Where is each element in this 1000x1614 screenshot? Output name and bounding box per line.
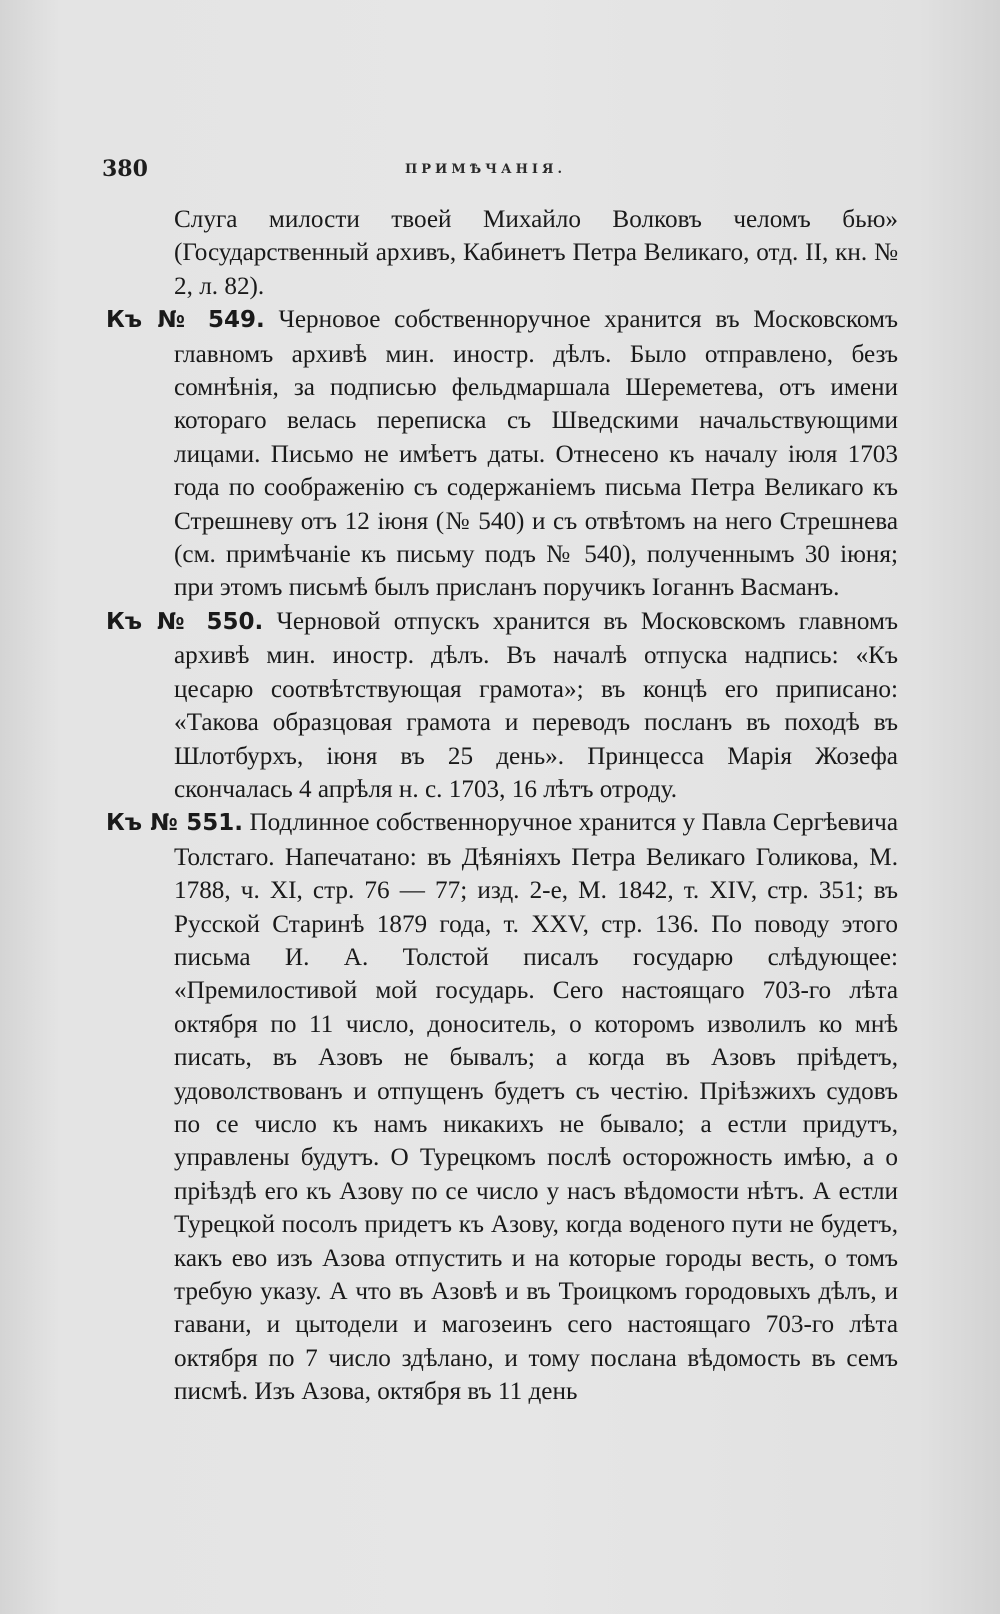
entry-reference: Къ № 549. (106, 307, 265, 334)
note-entry-550 (106, 605, 898, 806)
page-header (0, 156, 1000, 186)
page-body (106, 203, 898, 1409)
paragraph-text: Слуга милости твоей Михайло Волковъ челомъ бью» (Государственный архивъ, Кабинетъ Петра Великаго, отд. II, кн. № 2, л. 82). (174, 206, 898, 300)
page-number: 380 (102, 156, 148, 182)
entry-reference: Къ № 551. (106, 810, 243, 837)
note-entry-549 (106, 303, 898, 605)
continued-paragraph (106, 203, 898, 303)
entry-text: Черновой отпускъ хранится въ Московскомъ главномъ архивѣ мин. иностр. дѣлъ. Въ началѣ отпуска надпись: «Къ цесарю соотвѣтствующая грамота»; въ концѣ его приписано: «Такова образцовая грамота и переводъ посланъ въ походѣ въ Шлотбурхъ, іюня въ 25 день». Принцесса Марія Жозефа скончалась 4 апрѣля н. с. 1703, 16 лѣтъ отроду. (174, 607, 898, 803)
entry-text: Черновое собственноручное хранится въ Московскомъ главномъ архивѣ мин. иностр. дѣлъ. Было отправлено, безъ сомнѣнія, за подписью фельдмаршала Шереметева, отъ имени котораго велась переписка съ Шведскими начальствующими лицами. Письмо не имѣетъ даты. Отнесено къ началу іюля 1703 года по соображенію съ содержаніемъ письма Петра Великаго къ Стрешневу отъ 12 іюня (№ 540) и съ отвѣтомъ на него Стрешнева (см. примѣчаніе къ письму подъ № 540), полученнымъ 30 іюня; при этомъ письмѣ былъ присланъ поручикъ Іоганнъ Васманъ. (174, 306, 898, 602)
running-head: ПРИМѢЧАНІЯ. (405, 162, 566, 177)
entry-text: Подлинное собственноручное хранится у Павла Сергѣевича Толстаго. Напечатано: въ Дѣяніяхъ Петра Великаго Голикова, М. 1788, ч. XI, стр. 76 — 77; изд. 2-е, М. 1842, т. XIV, стр. 351; въ Русской Старинѣ 1879 года, т. XXV, стр. 136. По поводу этого письма И. А. Толстой писалъ государю слѣдующее: «Премилостивой мой государь. Сего настоящаго 703-го лѣта октября по 11 число, доноситель, о которомъ изволилъ ко мнѣ писать, въ Азовъ не бывалъ; а когда въ Азовъ пріѣдетъ, удоволствованъ и отпущенъ будетъ съ честію. Пріѣзжихъ судовъ по се число къ намъ никакихъ не бывало; а естли придутъ, управлены будутъ. О Турецкомъ послѣ осторожность имѣю, а о пріѣздѣ его къ Азову по се число у насъ вѣдомости нѣтъ. А естли Турецкой посолъ придетъ къ Азову, когда воденого пути не будетъ, какъ ево изъ Азова отпустить и на которые городы весть, о томъ требую указу. А что въ Азовѣ и въ Троицкомъ городовыхъ дѣлъ, и гавани, и цытодели и магозеинъ сего настоящаго 703-го лѣта октября по 7 число здѣлано, и тому послана вѣдомость въ семъ писмѣ. Изъ Азова, октября въ 11 день (174, 809, 899, 1406)
entry-reference: Къ № 550. (106, 608, 264, 635)
note-entry-551 (106, 806, 898, 1408)
